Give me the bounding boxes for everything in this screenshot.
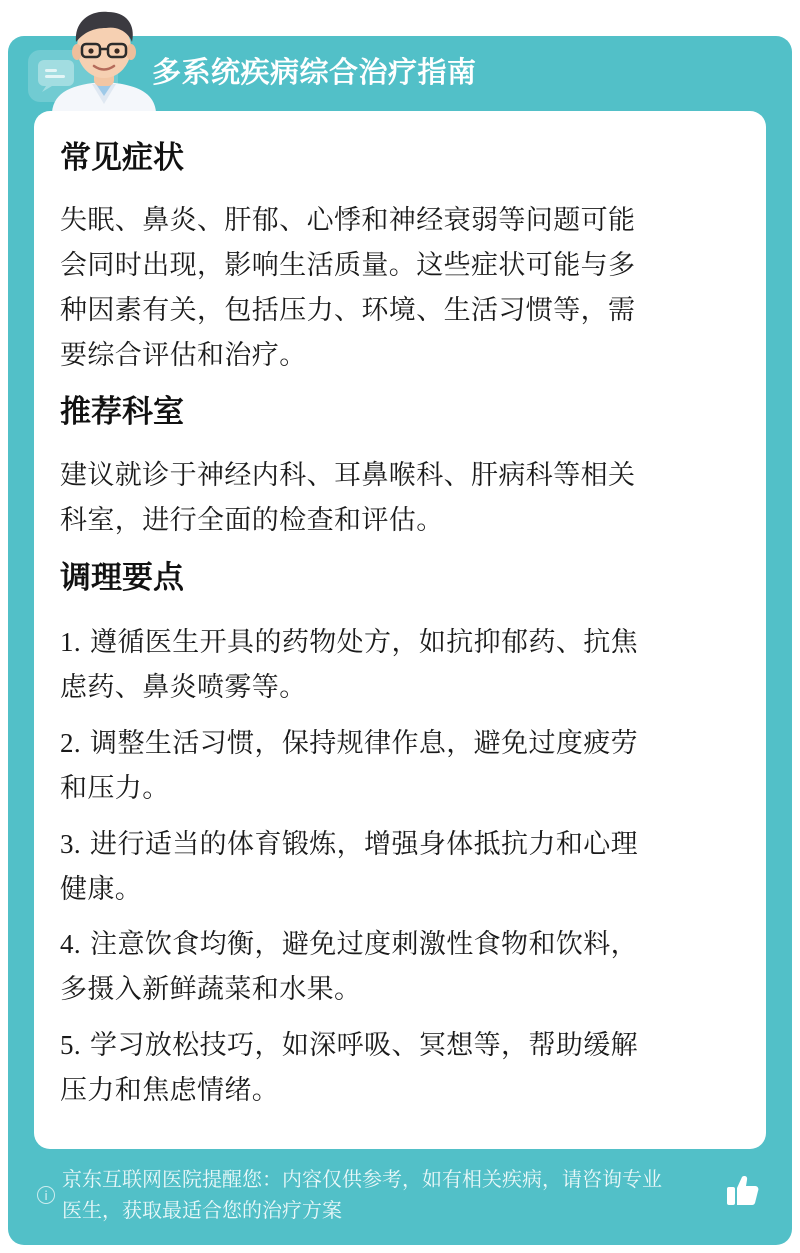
list-text: 虑药、鼻炎喷雾等。 (60, 672, 307, 703)
text-line: 建议就诊于神经内科、耳鼻喉科、肝病科等相关 (60, 460, 636, 491)
list-item (60, 721, 725, 811)
text-line: 种因素有关，包括压力、环境、生活习惯等，需 (60, 295, 636, 326)
list-text: 压力和焦虑情绪。 (60, 1075, 280, 1106)
list-text: 健康。 (60, 874, 143, 905)
disclaimer-line: 京东互联网医院提醒您：内容仅供参考，如有相关疾病，请咨询专业 (62, 1167, 662, 1191)
list-text: 注意饮食均衡，避免过度刺激性食物和饮料， (81, 929, 639, 960)
list-number: 3. (60, 829, 82, 859)
list-number: 2. (60, 728, 82, 758)
list-number: 1. (60, 627, 82, 657)
section-title-symptoms: 常见症状 (60, 140, 184, 176)
list-number: 4. (60, 929, 82, 959)
list-text: 和压力。 (60, 773, 170, 804)
list-number: 5. (60, 1030, 82, 1060)
disclaimer-text (62, 1164, 727, 1226)
doctor-avatar (44, 4, 164, 112)
text-line: 要综合评估和治疗。 (60, 340, 307, 371)
list-item (60, 1023, 725, 1113)
disclaimer-line: 医生，获取最适合您的治疗方案 (62, 1198, 342, 1222)
list-text: 调整生活习惯，保持规律作息，避免过度疲劳 (81, 728, 639, 759)
text-line: 会同时出现，影响生活质量。这些症状可能与多 (60, 250, 636, 281)
text-line: 科室，进行全面的检查和评估。 (60, 505, 444, 536)
symptoms-paragraph (60, 198, 725, 378)
list-text: 多摄入新鲜蔬菜和水果。 (60, 974, 362, 1005)
page-title: 多系统疾病综合治疗指南 (152, 55, 477, 89)
list-text: 遵循医生开具的药物处方，如抗抑郁药、抗焦 (81, 627, 639, 658)
list-text: 学习放松技巧，如深呼吸、冥想等，帮助缓解 (81, 1030, 639, 1061)
departments-paragraph (60, 453, 725, 543)
thumbs-up-icon[interactable] (724, 1172, 760, 1208)
list-text: 进行适当的体育锻炼，增强身体抵抗力和心理 (81, 829, 639, 860)
list-item (60, 822, 725, 912)
text-line: 失眠、鼻炎、肝郁、心悸和神经衰弱等问题可能 (60, 205, 636, 236)
info-icon: i (37, 1186, 55, 1204)
section-title-departments: 推荐科室 (60, 394, 184, 430)
section-title-care-points: 调理要点 (60, 560, 184, 596)
list-item (60, 620, 725, 710)
list-item (60, 922, 725, 1012)
